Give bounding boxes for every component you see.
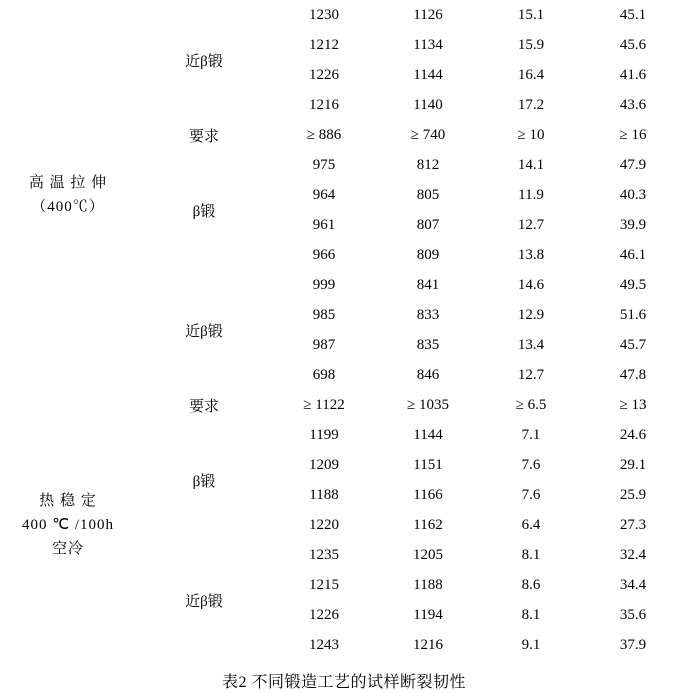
- cell-value: 27.3: [582, 510, 684, 540]
- cell-requirement: ≥ 886: [272, 120, 376, 150]
- cell-value: 961: [272, 210, 376, 240]
- cell-value: 964: [272, 180, 376, 210]
- cell-value: 1166: [376, 480, 480, 510]
- cell-value: 45.7: [582, 330, 684, 360]
- cell-value: 14.1: [480, 150, 582, 180]
- cell-value: 7.6: [480, 450, 582, 480]
- cell-value: 1220: [272, 510, 376, 540]
- cell-requirement: ≥ 16: [582, 120, 684, 150]
- row-label-line-2: （400℃）: [31, 199, 105, 215]
- cell-requirement: ≥ 6.5: [480, 390, 582, 420]
- cell-value: 1126: [376, 0, 480, 30]
- table-row: [0, 0, 684, 30]
- cell-value: 8.6: [480, 570, 582, 600]
- cell-value: 7.1: [480, 420, 582, 450]
- row-label-line-1: 热 稳 定: [39, 493, 97, 509]
- cell-value: 12.7: [480, 210, 582, 240]
- cell-value: 47.9: [582, 150, 684, 180]
- cell-value: 45.1: [582, 0, 684, 30]
- cell-value: 966: [272, 240, 376, 270]
- cell-value: 39.9: [582, 210, 684, 240]
- cell-value: 841: [376, 270, 480, 300]
- cell-value: 8.1: [480, 600, 582, 630]
- group-label-requirement-2: 要求: [136, 390, 272, 420]
- cell-value: 1194: [376, 600, 480, 630]
- group-label-near-beta-1: 近β锻: [136, 0, 272, 120]
- cell-value: 35.6: [582, 600, 684, 630]
- cell-requirement: ≥ 740: [376, 120, 480, 150]
- cell-value: 8.1: [480, 540, 582, 570]
- cell-value: 1144: [376, 420, 480, 450]
- cell-value: 1140: [376, 90, 480, 120]
- cell-value: 12.9: [480, 300, 582, 330]
- cell-value: 11.9: [480, 180, 582, 210]
- row-label-line-1: 高 温 拉 伸: [28, 175, 108, 191]
- group-label-beta-2: β锻: [136, 420, 272, 540]
- table-caption: 表2 不同锻造工艺的试样断裂韧性: [221, 674, 466, 691]
- cell-value: 987: [272, 330, 376, 360]
- cell-value: 47.8: [582, 360, 684, 390]
- cell-value: 1243: [272, 630, 376, 660]
- cell-value: 1188: [376, 570, 480, 600]
- cell-value: 15.1: [480, 0, 582, 30]
- cell-value: 34.4: [582, 570, 684, 600]
- cell-value: 1216: [272, 90, 376, 120]
- cell-value: 1230: [272, 0, 376, 30]
- cell-requirement: ≥ 1122: [272, 390, 376, 420]
- cell-value: 1215: [272, 570, 376, 600]
- cell-value: 985: [272, 300, 376, 330]
- cell-value: 7.6: [480, 480, 582, 510]
- cell-value: 835: [376, 330, 480, 360]
- row-label-line-3: 空冷: [51, 541, 84, 557]
- cell-value: 1188: [272, 480, 376, 510]
- cell-value: 37.9: [582, 630, 684, 660]
- row-label-thermal-stability: [0, 390, 136, 660]
- cell-value: 1144: [376, 60, 480, 90]
- cell-value: 807: [376, 210, 480, 240]
- cell-value: 812: [376, 150, 480, 180]
- row-label-line-2: 400 ℃ /100h: [21, 517, 114, 533]
- cell-value: 29.1: [582, 450, 684, 480]
- row-label-high-temp-tensile: [0, 0, 136, 390]
- cell-value: 25.9: [582, 480, 684, 510]
- cell-value: 1209: [272, 450, 376, 480]
- cell-value: 1162: [376, 510, 480, 540]
- cell-value: 1235: [272, 540, 376, 570]
- cell-requirement: ≥ 10: [480, 120, 582, 150]
- cell-value: 51.6: [582, 300, 684, 330]
- group-label-requirement-1: 要求: [136, 120, 272, 150]
- cell-value: 40.3: [582, 180, 684, 210]
- cell-value: 6.4: [480, 510, 582, 540]
- cell-value: 16.4: [480, 60, 582, 90]
- cell-value: 1199: [272, 420, 376, 450]
- cell-requirement: ≥ 1035: [376, 390, 480, 420]
- cell-value: 1205: [376, 540, 480, 570]
- cell-value: 9.1: [480, 630, 582, 660]
- group-label-beta-1: β锻: [136, 150, 272, 270]
- cell-value: 43.6: [582, 90, 684, 120]
- cell-value: 1212: [272, 30, 376, 60]
- group-label-near-beta-2: 近β锻: [136, 270, 272, 390]
- cell-value: 1151: [376, 450, 480, 480]
- cell-value: 1226: [272, 60, 376, 90]
- table-row-requirement: [0, 390, 684, 420]
- cell-value: 805: [376, 180, 480, 210]
- cell-value: 975: [272, 150, 376, 180]
- cell-value: 809: [376, 240, 480, 270]
- cell-value: 14.6: [480, 270, 582, 300]
- cell-value: 1226: [272, 600, 376, 630]
- cell-value: 13.4: [480, 330, 582, 360]
- cell-value: 49.5: [582, 270, 684, 300]
- cell-value: 12.7: [480, 360, 582, 390]
- cell-value: 1134: [376, 30, 480, 60]
- cell-value: 24.6: [582, 420, 684, 450]
- cell-value: 999: [272, 270, 376, 300]
- cell-value: 13.8: [480, 240, 582, 270]
- cell-value: 15.9: [480, 30, 582, 60]
- cell-value: 846: [376, 360, 480, 390]
- cell-value: 32.4: [582, 540, 684, 570]
- cell-value: 698: [272, 360, 376, 390]
- cell-value: 1216: [376, 630, 480, 660]
- cell-value: 41.6: [582, 60, 684, 90]
- group-label-near-beta-3: 近β锻: [136, 540, 272, 660]
- cell-value: 17.2: [480, 90, 582, 120]
- cell-value: 45.6: [582, 30, 684, 60]
- cell-value: 833: [376, 300, 480, 330]
- cell-value: 46.1: [582, 240, 684, 270]
- cell-requirement: ≥ 13: [582, 390, 684, 420]
